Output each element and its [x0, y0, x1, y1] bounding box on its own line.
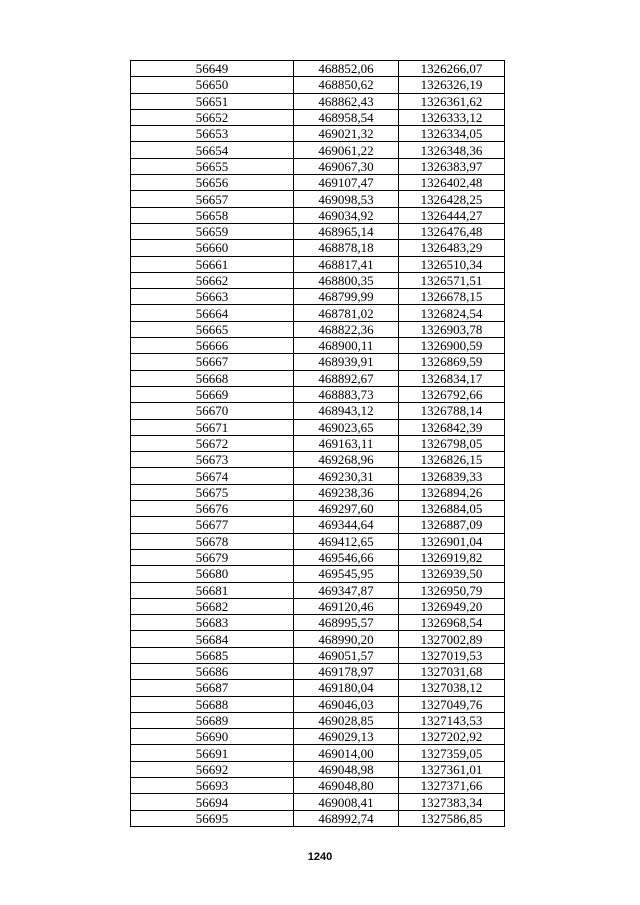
point-number-cell: 56678	[131, 533, 294, 549]
x-coordinate-cell: 469546,66	[294, 549, 399, 565]
point-number-cell: 56680	[131, 566, 294, 582]
table-row	[131, 517, 505, 533]
y-coordinate-cell: 1326949,20	[399, 598, 505, 614]
y-coordinate-cell: 1326510,34	[399, 256, 505, 272]
x-coordinate-cell: 468939,91	[294, 354, 399, 370]
point-number-cell: 56688	[131, 696, 294, 712]
point-number-cell: 56655	[131, 158, 294, 174]
y-coordinate-cell: 1326266,07	[399, 61, 505, 77]
table-row	[131, 142, 505, 158]
x-coordinate-cell: 468878,18	[294, 240, 399, 256]
x-coordinate-cell: 469061,22	[294, 142, 399, 158]
y-coordinate-cell: 1326968,54	[399, 615, 505, 631]
point-number-cell: 56693	[131, 778, 294, 794]
x-coordinate-cell: 468852,06	[294, 61, 399, 77]
x-coordinate-cell: 469048,80	[294, 778, 399, 794]
point-number-cell: 56681	[131, 582, 294, 598]
point-number-cell: 56667	[131, 354, 294, 370]
y-coordinate-cell: 1327049,76	[399, 696, 505, 712]
point-number-cell: 56668	[131, 370, 294, 386]
y-coordinate-cell: 1327359,05	[399, 745, 505, 761]
y-coordinate-cell: 1326884,05	[399, 501, 505, 517]
point-number-cell: 56656	[131, 175, 294, 191]
y-coordinate-cell: 1326842,39	[399, 419, 505, 435]
point-number-cell: 56650	[131, 77, 294, 93]
x-coordinate-cell: 469034,92	[294, 207, 399, 223]
y-coordinate-cell: 1326361,62	[399, 93, 505, 109]
x-coordinate-cell: 469163,11	[294, 435, 399, 451]
y-coordinate-cell: 1326869,59	[399, 354, 505, 370]
table-row	[131, 305, 505, 321]
point-number-cell: 56691	[131, 745, 294, 761]
point-number-cell: 56654	[131, 142, 294, 158]
x-coordinate-cell: 469344,64	[294, 517, 399, 533]
table-row	[131, 370, 505, 386]
point-number-cell: 56666	[131, 338, 294, 354]
point-number-cell: 56679	[131, 549, 294, 565]
x-coordinate-cell: 469028,85	[294, 712, 399, 728]
table-row	[131, 93, 505, 109]
y-coordinate-cell: 1326334,05	[399, 126, 505, 142]
y-coordinate-cell: 1327038,12	[399, 680, 505, 696]
point-number-cell: 56677	[131, 517, 294, 533]
table-row	[131, 158, 505, 174]
y-coordinate-cell: 1326678,15	[399, 289, 505, 305]
table-row	[131, 729, 505, 745]
point-number-cell: 56689	[131, 712, 294, 728]
table-row	[131, 272, 505, 288]
x-coordinate-cell: 469178,97	[294, 663, 399, 679]
y-coordinate-cell: 1326903,78	[399, 321, 505, 337]
y-coordinate-cell: 1326939,50	[399, 566, 505, 582]
table-row	[131, 321, 505, 337]
point-number-cell: 56660	[131, 240, 294, 256]
table-row	[131, 598, 505, 614]
point-number-cell: 56676	[131, 501, 294, 517]
table-row	[131, 386, 505, 402]
point-number-cell: 56664	[131, 305, 294, 321]
x-coordinate-cell: 469238,36	[294, 484, 399, 500]
y-coordinate-cell: 1326383,97	[399, 158, 505, 174]
y-coordinate-cell: 1326950,79	[399, 582, 505, 598]
x-coordinate-cell: 468883,73	[294, 386, 399, 402]
table-row	[131, 647, 505, 663]
y-coordinate-cell: 1327019,53	[399, 647, 505, 663]
x-coordinate-cell: 469029,13	[294, 729, 399, 745]
point-number-cell: 56653	[131, 126, 294, 142]
x-coordinate-cell: 468817,41	[294, 256, 399, 272]
point-number-cell: 56670	[131, 403, 294, 419]
table-row	[131, 761, 505, 777]
x-coordinate-cell: 469412,65	[294, 533, 399, 549]
table-row	[131, 615, 505, 631]
y-coordinate-cell: 1326826,15	[399, 452, 505, 468]
y-coordinate-cell: 1326483,29	[399, 240, 505, 256]
y-coordinate-cell: 1326900,59	[399, 338, 505, 354]
coordinates-table-body	[131, 61, 505, 827]
point-number-cell: 56652	[131, 109, 294, 125]
point-number-cell: 56665	[131, 321, 294, 337]
x-coordinate-cell: 468799,99	[294, 289, 399, 305]
y-coordinate-cell: 1326428,25	[399, 191, 505, 207]
table-row	[131, 533, 505, 549]
y-coordinate-cell: 1326402,48	[399, 175, 505, 191]
table-row	[131, 452, 505, 468]
x-coordinate-cell: 469046,03	[294, 696, 399, 712]
y-coordinate-cell: 1327143,53	[399, 712, 505, 728]
table-row	[131, 223, 505, 239]
y-coordinate-cell: 1326894,26	[399, 484, 505, 500]
point-number-cell: 56687	[131, 680, 294, 696]
x-coordinate-cell: 468995,57	[294, 615, 399, 631]
x-coordinate-cell: 468850,62	[294, 77, 399, 93]
y-coordinate-cell: 1326476,48	[399, 223, 505, 239]
point-number-cell: 56671	[131, 419, 294, 435]
x-coordinate-cell: 468900,11	[294, 338, 399, 354]
table-row	[131, 582, 505, 598]
table-row	[131, 435, 505, 451]
y-coordinate-cell: 1327202,92	[399, 729, 505, 745]
x-coordinate-cell: 468892,67	[294, 370, 399, 386]
point-number-cell: 56672	[131, 435, 294, 451]
y-coordinate-cell: 1327586,85	[399, 810, 505, 826]
table-row	[131, 680, 505, 696]
table-row	[131, 126, 505, 142]
y-coordinate-cell: 1326333,12	[399, 109, 505, 125]
y-coordinate-cell: 1326887,09	[399, 517, 505, 533]
table-row	[131, 501, 505, 517]
y-coordinate-cell: 1326571,51	[399, 272, 505, 288]
table-row	[131, 289, 505, 305]
table-row	[131, 403, 505, 419]
point-number-cell: 56682	[131, 598, 294, 614]
y-coordinate-cell: 1326919,82	[399, 549, 505, 565]
table-row	[131, 745, 505, 761]
point-number-cell: 56694	[131, 794, 294, 810]
x-coordinate-cell: 469297,60	[294, 501, 399, 517]
x-coordinate-cell: 468862,43	[294, 93, 399, 109]
point-number-cell: 56669	[131, 386, 294, 402]
table-row	[131, 338, 505, 354]
table-row	[131, 631, 505, 647]
point-number-cell: 56685	[131, 647, 294, 663]
point-number-cell: 56683	[131, 615, 294, 631]
x-coordinate-cell: 468990,20	[294, 631, 399, 647]
table-row	[131, 256, 505, 272]
y-coordinate-cell: 1326839,33	[399, 468, 505, 484]
table-row	[131, 810, 505, 826]
y-coordinate-cell: 1326824,54	[399, 305, 505, 321]
table-row	[131, 207, 505, 223]
table-row	[131, 354, 505, 370]
point-number-cell: 56649	[131, 61, 294, 77]
x-coordinate-cell: 468822,36	[294, 321, 399, 337]
table-row	[131, 468, 505, 484]
x-coordinate-cell: 469048,98	[294, 761, 399, 777]
y-coordinate-cell: 1326444,27	[399, 207, 505, 223]
x-coordinate-cell: 469268,96	[294, 452, 399, 468]
y-coordinate-cell: 1326326,19	[399, 77, 505, 93]
x-coordinate-cell: 469545,95	[294, 566, 399, 582]
page-number: 1240	[307, 851, 333, 863]
table-row	[131, 712, 505, 728]
point-number-cell: 56663	[131, 289, 294, 305]
x-coordinate-cell: 468943,12	[294, 403, 399, 419]
table-row	[131, 484, 505, 500]
table-row	[131, 778, 505, 794]
y-coordinate-cell: 1327371,66	[399, 778, 505, 794]
x-coordinate-cell: 468800,35	[294, 272, 399, 288]
table-row	[131, 794, 505, 810]
y-coordinate-cell: 1326834,17	[399, 370, 505, 386]
y-coordinate-cell: 1327383,34	[399, 794, 505, 810]
x-coordinate-cell: 469180,04	[294, 680, 399, 696]
y-coordinate-cell: 1326901,04	[399, 533, 505, 549]
table-row	[131, 696, 505, 712]
x-coordinate-cell: 468992,74	[294, 810, 399, 826]
x-coordinate-cell: 468958,54	[294, 109, 399, 125]
y-coordinate-cell: 1327031,68	[399, 663, 505, 679]
x-coordinate-cell: 468781,02	[294, 305, 399, 321]
table-row	[131, 61, 505, 77]
x-coordinate-cell: 469067,30	[294, 158, 399, 174]
point-number-cell: 56658	[131, 207, 294, 223]
point-number-cell: 56657	[131, 191, 294, 207]
table-row	[131, 240, 505, 256]
table-row	[131, 175, 505, 191]
table-row	[131, 77, 505, 93]
x-coordinate-cell: 469008,41	[294, 794, 399, 810]
x-coordinate-cell: 468965,14	[294, 223, 399, 239]
y-coordinate-cell: 1326788,14	[399, 403, 505, 419]
y-coordinate-cell: 1326798,05	[399, 435, 505, 451]
point-number-cell: 56690	[131, 729, 294, 745]
point-number-cell: 56673	[131, 452, 294, 468]
point-number-cell: 56684	[131, 631, 294, 647]
point-number-cell: 56675	[131, 484, 294, 500]
point-number-cell: 56692	[131, 761, 294, 777]
x-coordinate-cell: 469021,32	[294, 126, 399, 142]
point-number-cell: 56686	[131, 663, 294, 679]
table-row	[131, 109, 505, 125]
x-coordinate-cell: 469051,57	[294, 647, 399, 663]
x-coordinate-cell: 469098,53	[294, 191, 399, 207]
x-coordinate-cell: 469107,47	[294, 175, 399, 191]
coordinates-table	[130, 60, 505, 827]
y-coordinate-cell: 1327002,89	[399, 631, 505, 647]
point-number-cell: 56651	[131, 93, 294, 109]
table-row	[131, 191, 505, 207]
point-number-cell: 56695	[131, 810, 294, 826]
x-coordinate-cell: 469023,65	[294, 419, 399, 435]
x-coordinate-cell: 469120,46	[294, 598, 399, 614]
x-coordinate-cell: 469014,00	[294, 745, 399, 761]
point-number-cell: 56662	[131, 272, 294, 288]
y-coordinate-cell: 1326348,36	[399, 142, 505, 158]
y-coordinate-cell: 1327361,01	[399, 761, 505, 777]
x-coordinate-cell: 469230,31	[294, 468, 399, 484]
table-row	[131, 663, 505, 679]
x-coordinate-cell: 469347,87	[294, 582, 399, 598]
table-row	[131, 419, 505, 435]
point-number-cell: 56659	[131, 223, 294, 239]
point-number-cell: 56674	[131, 468, 294, 484]
point-number-cell: 56661	[131, 256, 294, 272]
y-coordinate-cell: 1326792,66	[399, 386, 505, 402]
table-row	[131, 549, 505, 565]
table-row	[131, 566, 505, 582]
